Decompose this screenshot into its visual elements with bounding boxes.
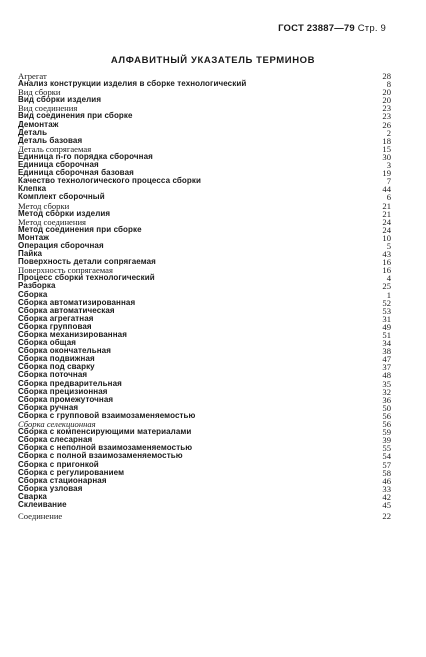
term-name: Качество технологического процесса сборки <box>18 176 202 186</box>
term-name: Сборка с полной взаимозаменяемостью <box>18 451 183 461</box>
term-name: Процесс сборки технологический <box>18 273 155 283</box>
term-page-ref: 10 <box>382 232 391 243</box>
term-name: Сборка селекционная <box>18 419 96 430</box>
term-entry <box>18 274 391 282</box>
term-name: Вид соединения при сборке <box>18 111 133 121</box>
term-entry <box>18 177 391 185</box>
term-page-ref: 51 <box>382 330 391 340</box>
term-page-ref: 56 <box>382 419 391 430</box>
term-name: Операция сборочная <box>18 240 104 250</box>
term-page-ref: 23 <box>382 111 391 122</box>
term-name: Сборка с неполной взаимозаменяемостью <box>18 443 193 453</box>
term-name: Метод соединения при сборке <box>18 224 142 234</box>
term-page-ref: 21 <box>382 208 391 219</box>
term-page-ref: 20 <box>382 87 391 98</box>
term-name: Сварка <box>18 491 47 501</box>
term-page-ref: 42 <box>382 491 391 502</box>
term-entry <box>18 512 391 520</box>
term-name: Метод соединения <box>18 216 87 227</box>
term-page-ref: 49 <box>382 321 391 332</box>
term-page-ref: 23 <box>382 103 391 114</box>
term-page-ref: 36 <box>382 394 391 405</box>
term-name: Сборка прецизионная <box>18 386 108 396</box>
term-name: Анализ конструкции изделия в сборке технологический <box>18 79 247 89</box>
term-entry <box>18 226 391 234</box>
term-entry <box>18 485 391 493</box>
term-page-ref: 32 <box>382 386 391 397</box>
term-name: Пайка <box>18 249 43 259</box>
term-page-ref: 58 <box>382 467 391 478</box>
term-page-ref: 24 <box>382 216 391 227</box>
term-page-ref: 48 <box>382 370 391 381</box>
term-name: Сборка предварительная <box>18 378 122 388</box>
term-name: Демонтаж <box>18 119 59 129</box>
term-entry <box>18 112 391 120</box>
term-page-ref: 18 <box>382 135 391 146</box>
term-name: Сборка <box>18 289 48 299</box>
term-entry <box>18 282 391 290</box>
term-page-ref: 59 <box>382 427 391 438</box>
term-page-ref: 20 <box>382 95 391 106</box>
term-name: Метод сборки <box>18 200 70 211</box>
page-number: Стр. 9 <box>357 23 386 34</box>
term-name: Метод сборки изделия <box>18 208 111 218</box>
term-page-ref: 24 <box>382 224 391 235</box>
term-page-ref: 31 <box>382 313 391 324</box>
term-name: Вид сборки <box>18 87 61 98</box>
term-name: Сборка узловая <box>18 483 83 493</box>
term-name: Монтаж <box>18 232 50 242</box>
term-name: Поверхность сопрягаемая <box>18 265 113 276</box>
term-entry <box>18 501 391 509</box>
standard-number: ГОСТ 23887—79 <box>278 23 355 34</box>
term-name: Сборка с компенсирующими материалами <box>18 427 192 437</box>
term-name: Сборка групповая <box>18 321 92 331</box>
term-page-ref: 57 <box>382 459 391 470</box>
term-name: Вид сборки изделия <box>18 95 102 105</box>
term-page-ref: 15 <box>382 143 391 154</box>
term-page-ref: 38 <box>382 346 391 357</box>
term-name: Единица сборочная <box>18 160 99 170</box>
term-page-ref: 19 <box>382 168 391 179</box>
term-page-ref: 3 <box>386 160 391 171</box>
term-page-ref: 43 <box>382 249 391 260</box>
page-header <box>278 23 386 34</box>
term-page-ref: 2 <box>386 127 391 138</box>
term-page-ref: 50 <box>382 402 391 413</box>
term-page-ref: 25 <box>382 281 391 292</box>
term-page-ref: 52 <box>382 297 391 308</box>
term-name: Деталь сопрягаемая <box>18 143 92 154</box>
term-name: Сборка агрегатная <box>18 313 94 323</box>
term-page-ref: 22 <box>382 511 391 522</box>
term-name: Соединение <box>18 511 63 522</box>
term-page-ref: 54 <box>382 451 391 462</box>
term-name: Сборка с групповой взаимозаменяемостью <box>18 410 196 420</box>
term-index-list <box>18 72 391 520</box>
term-page-ref: 39 <box>382 435 391 446</box>
term-entry <box>18 193 391 201</box>
term-page-ref: 1 <box>386 289 391 300</box>
term-page-ref: 28 <box>382 71 391 81</box>
term-name: Сборка автоматизированная <box>18 297 136 307</box>
term-name: Поверхность детали сопрягаемая <box>18 257 156 267</box>
term-page-ref: 30 <box>382 151 391 162</box>
term-entry <box>18 121 391 129</box>
term-name: Сборка с регулированием <box>18 467 125 477</box>
term-page-ref: 53 <box>382 305 391 316</box>
term-name: Сборка стационарная <box>18 475 107 485</box>
term-name: Деталь базовая <box>18 135 83 145</box>
term-page-ref: 55 <box>382 443 391 454</box>
term-name: Деталь <box>18 127 48 137</box>
term-name: Сборка промежуточная <box>18 394 114 404</box>
term-page-ref: 5 <box>386 240 391 251</box>
term-name: Сборка общая <box>18 338 77 348</box>
term-name: Сборка подвижная <box>18 354 95 364</box>
term-page-ref: 6 <box>386 192 391 203</box>
term-page-ref: 37 <box>382 362 391 373</box>
term-name: Вид соединения <box>18 103 78 114</box>
term-name: Склеивание <box>18 499 67 509</box>
term-name: Сборка автоматическая <box>18 305 115 315</box>
term-page-ref: 45 <box>382 499 391 510</box>
term-name: Сборка механизированная <box>18 330 127 339</box>
term-name: Единица n-го порядка сборочная <box>18 151 153 161</box>
term-page-ref: 4 <box>386 273 391 284</box>
term-page-ref: 21 <box>382 200 391 211</box>
term-page-ref: 26 <box>382 119 391 130</box>
term-page-ref: 35 <box>382 378 391 389</box>
term-name: Комплект сборочный <box>18 192 105 202</box>
term-page-ref: 44 <box>382 184 391 195</box>
term-entry <box>18 80 391 88</box>
term-page-ref: 7 <box>386 176 391 187</box>
term-name: Разборка <box>18 281 56 291</box>
term-name: Единица сборочная базовая <box>18 168 134 178</box>
term-name: Сборка с пригонкой <box>18 459 99 469</box>
term-entry <box>18 242 391 250</box>
term-name: Сборка поточная <box>18 370 88 380</box>
term-page-ref: 34 <box>382 338 391 349</box>
term-name: Сборка ручная <box>18 402 79 412</box>
term-page-ref: 33 <box>382 483 391 494</box>
term-entry <box>18 493 391 501</box>
term-name: Агрегат <box>18 71 47 81</box>
index-title: АЛФАВИТНЫЙ УКАЗАТЕЛЬ ТЕРМИНОВ <box>110 55 316 66</box>
term-name: Сборка слесарная <box>18 435 93 445</box>
term-page-ref: 16 <box>382 265 391 276</box>
term-page-ref: 8 <box>386 79 391 90</box>
term-page-ref: 47 <box>382 354 391 365</box>
term-name: Клепка <box>18 184 47 194</box>
term-page-ref: 56 <box>382 410 391 421</box>
term-page-ref: 46 <box>382 475 391 486</box>
term-name: Сборка под сварку <box>18 362 95 372</box>
term-name: Сборка окончательная <box>18 346 111 356</box>
term-page-ref: 16 <box>382 257 391 268</box>
